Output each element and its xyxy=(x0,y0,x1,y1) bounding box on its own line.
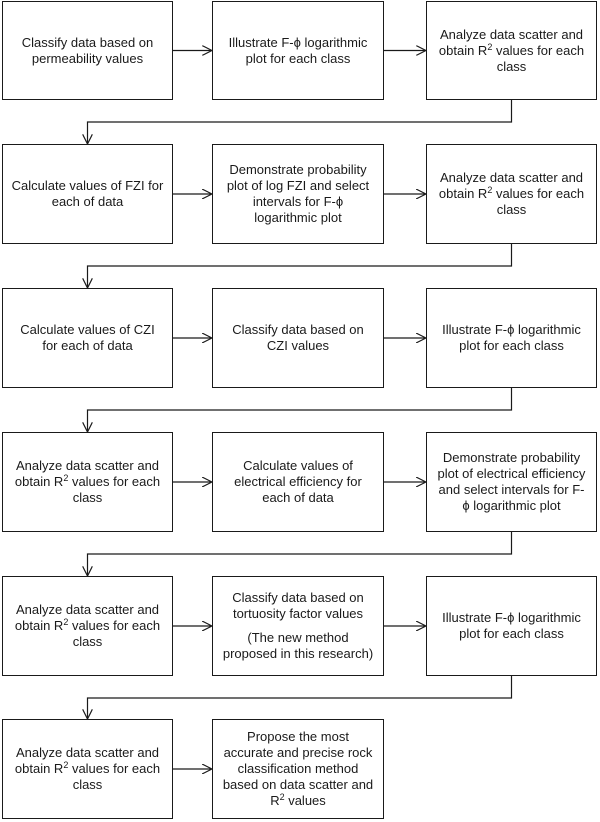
box-text xyxy=(435,322,588,354)
process-box-b2 xyxy=(212,1,384,100)
arrow-row-connector xyxy=(88,100,512,143)
process-box-b12 xyxy=(426,432,597,532)
box-text-segment: values for each class xyxy=(68,761,161,792)
process-box-b17 xyxy=(212,719,384,819)
box-text xyxy=(11,178,164,210)
superscript: 2 xyxy=(63,473,69,483)
process-box-b9 xyxy=(426,288,597,388)
process-box-b16 xyxy=(2,719,173,819)
process-box-b8 xyxy=(212,288,384,388)
arrow-row-connector xyxy=(88,388,512,431)
arrow-row-connector xyxy=(88,532,512,575)
superscript: 2 xyxy=(487,41,493,52)
box-text-segment: Calculate values of CZI for each of data xyxy=(20,322,155,353)
box-text xyxy=(11,458,164,506)
box-text-segment: values for each class xyxy=(492,186,585,217)
box-text xyxy=(11,35,164,67)
box-text-segment: Analyze data scatter and obtain R xyxy=(438,26,584,58)
box-text xyxy=(221,729,375,809)
box-text xyxy=(221,162,375,226)
box-text-segment: Illustrate F-ϕ logarithmic plot for each class xyxy=(442,322,581,353)
box-text-segment: values for each class xyxy=(68,618,161,649)
box-text-segment: Illustrate F-ϕ logarithmic plot for each class xyxy=(442,610,581,641)
box-text-segment: Classify data based on CZI values xyxy=(232,322,364,353)
box-text xyxy=(221,458,375,506)
process-box-b11 xyxy=(212,432,384,532)
box-text-segment: Analyze data scatter and obtain R xyxy=(14,602,160,633)
process-box-b13 xyxy=(2,576,173,676)
box-text xyxy=(11,602,164,650)
process-box-b3 xyxy=(426,1,597,100)
box-text-segment: Propose the most accurate and precise rock classification method based on data scatter and R xyxy=(222,729,374,808)
box-text-segment: Demonstrate probability plot of electrical efficiency and select intervals for F-ϕ logarithmic plot xyxy=(437,450,586,513)
process-box-b10 xyxy=(2,432,173,532)
arrow-row-connector xyxy=(88,676,512,718)
box-text xyxy=(435,170,588,218)
box-text-segment: values for each class xyxy=(492,42,585,74)
box-text-segment: Illustrate F-ϕ logarithmic plot for each class xyxy=(228,34,368,66)
superscript: 2 xyxy=(63,617,69,627)
box-text xyxy=(11,322,164,354)
box-text-segment: Analyze data scatter and obtain R xyxy=(438,170,584,201)
process-box-b5 xyxy=(212,144,384,244)
box-text xyxy=(221,35,375,67)
box-text-segment: Classify data based on permeability values xyxy=(21,34,154,66)
box-text xyxy=(435,450,588,514)
box-text xyxy=(221,322,375,354)
box-text-segment: values xyxy=(284,793,326,808)
box-text-segment: Calculate values of electrical efficiency for each of data xyxy=(234,458,362,505)
box-text xyxy=(221,590,375,622)
box-text-segment: Analyze data scatter and obtain R xyxy=(14,745,160,776)
box-text-segment: Calculate values of FZI for each of data xyxy=(11,178,164,209)
process-box-b7 xyxy=(2,288,173,388)
box-text xyxy=(435,27,588,75)
process-box-b1 xyxy=(2,1,173,100)
superscript: 2 xyxy=(63,760,69,770)
box-text xyxy=(435,610,588,642)
arrow-row-connector xyxy=(88,244,512,287)
process-box-b4 xyxy=(2,144,173,244)
process-box-b14 xyxy=(212,576,384,676)
box-text-segment: Classify data based on tortuosity factor values xyxy=(232,590,364,621)
box-subtext: (The new method proposed in this research) xyxy=(222,630,374,661)
box-text xyxy=(11,745,164,793)
box-text-segment: Demonstrate probability plot of log FZI and select intervals for F-ϕ logarithmic plot xyxy=(226,162,370,225)
process-box-b6 xyxy=(426,144,597,244)
box-text-segment: values for each class xyxy=(68,474,161,505)
superscript: 2 xyxy=(279,792,285,802)
process-box-b15 xyxy=(426,576,597,676)
box-text-segment: Analyze data scatter and obtain R xyxy=(14,458,160,489)
superscript: 2 xyxy=(487,185,493,195)
